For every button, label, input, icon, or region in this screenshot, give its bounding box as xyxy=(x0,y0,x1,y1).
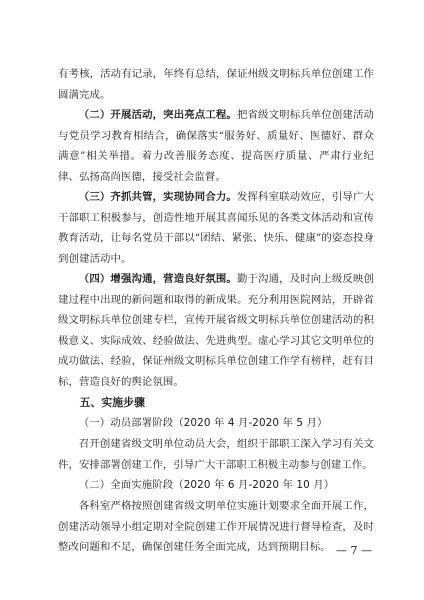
document-body xyxy=(58,64,374,558)
section-title-implementation: 五、实施步骤 xyxy=(79,396,145,409)
paragraph-text: 把省级文明标兵单位创建活动与党员学习教育相结合，确保落实“服务好、质量好、医德好、群众满意”相关举措。着力改善服务态度、提高医疗质量、严肃行业纪律、弘扬高尚医德，接受社会监督。 xyxy=(58,109,374,183)
stage-title-implementation: （二）全面实施阶段（2020 年 6 月-2020 年 10 月） xyxy=(78,479,335,491)
paragraph-communication xyxy=(58,269,374,392)
paragraph-cooperation xyxy=(58,187,374,269)
paragraph-text: 发挥科室联动效应，引导广大干部职工积极参与，创造性地开展其喜闻乐见的各类文体活动和宣传教育活动，让每名党员干部以“团结、紧张、快乐、健康”的姿态投身到创建活动中。 xyxy=(58,191,374,265)
paragraph-activities xyxy=(58,105,374,187)
paragraph-continuation: 有考核，活动有记录，年终有总结，保证州级文明标兵单位创建工作圆满完成。 xyxy=(58,68,374,101)
paragraph-heading: （三）齐抓共管，实现协同合力。 xyxy=(78,191,237,203)
stage-title-mobilization: （一）动员部署阶段（2020 年 4 月-2020 年 5 月） xyxy=(78,417,328,429)
paragraph-heading: （四）增强沟通，营造良好氛围。 xyxy=(78,273,237,285)
paragraph-heading: （二）开展活动，突出亮点工程。 xyxy=(78,109,237,121)
paragraph-text: 勤于沟通，及时向上级反映创建过程中出现的新问题和取得的新成果。充分利用医院网站，开辟省级文明标兵单位创建专栏，宣传开展省级文明标兵单位创建活动的积极意义、实际成效、经验做法、先进典型。虚心学习其它文明单位的成功做法、经验，保证州级文明标兵单位创建工作学有榜样，赶有目标，营造良好的舆论氛围。 xyxy=(58,273,374,388)
paragraph-implementation: 各科室严格按照创建省级文明单位实施计划要求全面开展工作，创建活动领导小组定期对全院创建工作开展情况进行督导检查，及时整改问题和不足，确保创建任务全面完成，达到预期目标。 xyxy=(58,500,374,553)
page-number: — 7 — xyxy=(336,544,372,557)
paragraph-mobilization: 召开创建省级文明单位动员大会，组织干部职工深入学习有关文件，安排部署创建工作，引导广大干部职工积极主动参与创建工作。 xyxy=(58,438,374,471)
